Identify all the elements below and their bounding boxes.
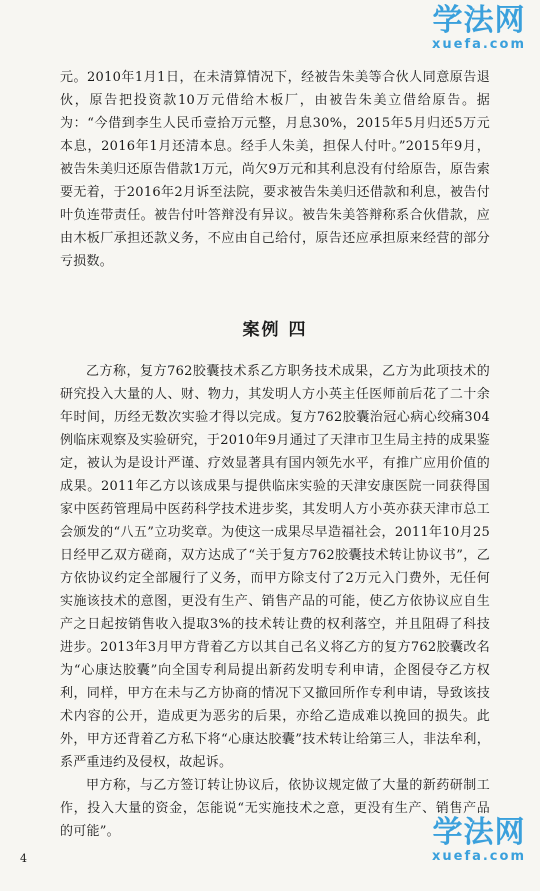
watermark-en: xuefa.com xyxy=(431,849,526,864)
paragraph-continued: 元。2010年1月1日，在未清算情况下，经被告朱美等合伙人同意原告退伙，原告把投资款10万元借给木板厂，由被告朱美立借给原告。据为：“今借到李生人民币壹拾万元整，月息30%，2015年5月归还5万元本息，2016年1月还清本息。经手人朱美，担保人付叶。”2015年9月，被告朱美归还原告借款1万元，尚欠9万元和其利息没有付给原告，原告索要无着，于2016年2月诉至法院，要求被告朱美归还借款和利息，被告付叶负连带责任。被告付叶答辩没有异议。被告朱美答辩称系合伙借款，应由木板厂承担还款义务，不应由自己给付，原告还应承担原来经营的部分亏损数。 xyxy=(60,70,490,269)
document-body xyxy=(60,66,490,843)
paragraph-party-b: 乙方称，复方762胶囊技术系乙方职务技术成果，乙方为此项技术的研究投入大量的人、财、物力，其发明人方小英主任医师前后花了二十余年时间，历经无数次实验才得以完成。复方762胶囊治冠心病心绞痛304例临床观察及实验研究，于2010年9月通过了天津市卫生局主持的成果鉴定，被认为是设计严谨、疗效显著具有国内领先水平，有推广应用价值的成果。2011年乙方以该成果与提供临床实验的天津安康医院一同获得国家中医药管理局中医药科学技术进步奖，其发明人方小英亦获天津市总工会颁发的“八五”立功奖章。为使这一成果尽早造福社会，2011年10月25日经甲乙双方磋商，双方达成了“关于复方762胶囊技术转让协议书”，乙方依协议约定全部履行了义务，而甲方除支付了2万元入门费外，无任何实施该技术的意图，更没有生产、销售产品的可能，使乙方依协议应自生产之日起按销售收入提取3%的技术转让费的权利落空，并且阻碍了科技进步。2013年3月甲方背着乙方以其自己名义将乙方的复方762胶囊改名为“心康达胶囊”向全国专利局提出新药发明专利申请，企图侵夺乙方权利，同样，甲方在未与乙方协商的情况下又撤回所作专利申请，导致该技术内容的公开，造成更为恶劣的后果，亦给乙造成难以挽回的损失。此外，甲方还背着乙方私下将“心康达胶囊”技术转让给第三人，非法牟利，系严重违约及侵权，故起诉。 xyxy=(60,364,490,770)
watermark-cn: 学法网 xyxy=(432,3,526,38)
section-heading: 案例 四 xyxy=(242,320,308,340)
watermark-en: xuefa.com xyxy=(431,37,526,52)
watermark-cn: 学法网 xyxy=(432,815,526,850)
watermark-logo-bottom xyxy=(431,815,526,864)
page-number: 4 xyxy=(20,852,27,865)
watermark-logo-top xyxy=(431,3,526,52)
paragraph-party-a: 甲方称，与乙方签订转让协议后，依协议规定做了大量的新药研制工作，投入大量的资金，怎能说“无实施技术之意，更没有生产、销售产品的可能”。 xyxy=(60,778,490,839)
